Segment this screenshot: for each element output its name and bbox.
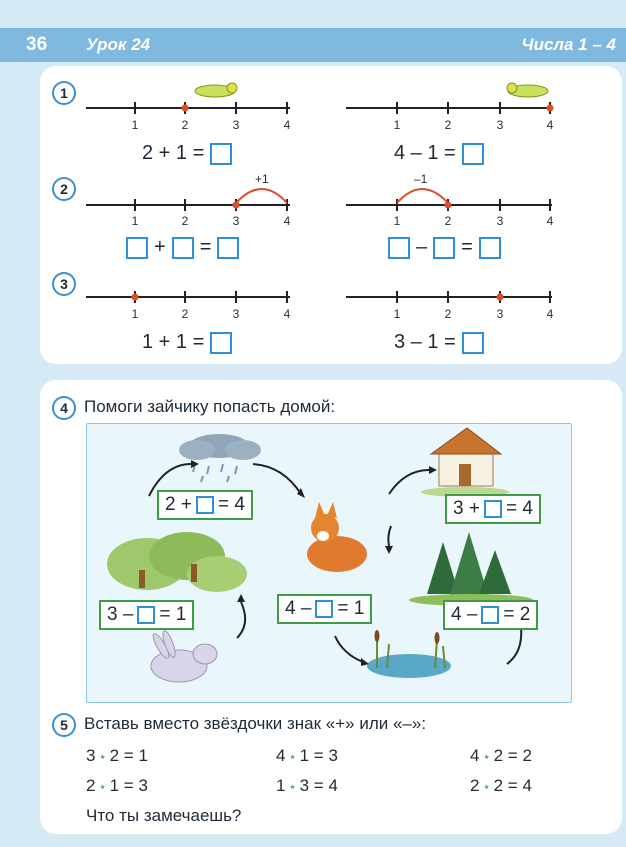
topic-title: Числа 1 – 4	[521, 35, 616, 54]
tick-label: 2	[444, 214, 452, 228]
star-icon[interactable]: ⋆	[482, 749, 491, 764]
tick-label: 4	[283, 118, 291, 132]
marker-dot	[497, 294, 504, 301]
arrow-head	[429, 466, 437, 474]
equation-1-left: 2 + 1 =	[142, 142, 232, 165]
star-icon[interactable]: ⋆	[98, 779, 107, 794]
tick-label: 2	[444, 118, 452, 132]
marker-dot	[132, 294, 139, 301]
answer-box[interactable]	[433, 237, 455, 259]
task-4-title: Помоги зайчику попасть домой:	[84, 397, 336, 416]
tick-label: 1	[393, 118, 401, 132]
equation-3-left: 1 + 1 =	[142, 331, 232, 354]
equation-2-left: + =	[126, 236, 239, 259]
equation-box: 3 – = 1	[99, 600, 194, 630]
tick-label: 1	[393, 307, 401, 321]
answer-box[interactable]	[196, 496, 214, 514]
star-equation: 1 ⋆ 3 = 4	[276, 776, 338, 795]
answer-box[interactable]	[217, 237, 239, 259]
house-icon	[421, 428, 509, 497]
number-line-2-left	[86, 199, 290, 211]
task-4-badge: 4	[52, 396, 76, 420]
tick-label: 4	[546, 307, 554, 321]
tick-label: 4	[283, 214, 291, 228]
equation-box: 3 + = 4	[445, 494, 541, 524]
answer-box[interactable]	[481, 606, 499, 624]
path-arrow	[253, 464, 301, 494]
task-2-badge: 2	[52, 177, 76, 201]
answer-box[interactable]	[479, 237, 501, 259]
tick-label: 3	[496, 118, 504, 132]
path-arrow	[507, 628, 521, 664]
answer-box[interactable]	[462, 332, 484, 354]
pond-icon	[367, 630, 451, 678]
answer-box[interactable]	[172, 237, 194, 259]
page-number: 36	[26, 34, 48, 55]
bunny-path-scene	[86, 423, 572, 703]
number-line-3-right	[346, 291, 552, 303]
number-lines	[0, 0, 626, 380]
star-equation: 2 ⋆ 2 = 4	[470, 776, 532, 795]
answer-box[interactable]	[484, 500, 502, 518]
jump-arc	[236, 189, 287, 203]
path-arrow	[388, 526, 391, 546]
task-5-title: Вставь вместо звёздочки знак «+» или «–»:	[84, 714, 427, 733]
star-equation: 2 ⋆ 1 = 3	[86, 776, 148, 795]
answer-box[interactable]	[315, 600, 333, 618]
fox-icon	[307, 502, 367, 572]
path-arrow	[389, 470, 429, 494]
jump-arc	[397, 189, 448, 203]
answer-box[interactable]	[126, 237, 148, 259]
tick-label: 2	[444, 307, 452, 321]
equation-box: 4 – = 2	[443, 600, 538, 630]
arc-label: +1	[255, 172, 269, 186]
fir-trees-icon	[409, 532, 533, 606]
tick-label: 3	[496, 307, 504, 321]
tick-label: 4	[546, 214, 554, 228]
answer-box[interactable]	[388, 237, 410, 259]
marker-dot	[547, 105, 554, 112]
task-3-badge: 3	[52, 272, 76, 296]
question-text: Что ты замечаешь?	[86, 806, 242, 825]
tick-label: 3	[496, 214, 504, 228]
task-1-badge: 1	[52, 81, 76, 105]
tick-label: 2	[181, 118, 189, 132]
arc-label: –1	[414, 172, 428, 186]
star-equation: 3 ⋆ 2 = 1	[86, 746, 148, 765]
bushes-icon	[107, 532, 247, 592]
star-equation: 4 ⋆ 1 = 3	[276, 746, 338, 765]
tick-label: 2	[181, 214, 189, 228]
equation-box: 2 + = 4	[157, 490, 253, 520]
tick-label: 4	[283, 307, 291, 321]
tick-label: 1	[131, 214, 139, 228]
arrow-head	[385, 546, 393, 554]
path-arrow	[237, 602, 245, 638]
path-arrow	[335, 636, 363, 662]
tick-label: 3	[232, 118, 240, 132]
caterpillar-icon	[195, 83, 237, 97]
tick-label: 1	[131, 307, 139, 321]
answer-box[interactable]	[210, 143, 232, 165]
tick-label: 2	[181, 307, 189, 321]
arrow-head	[237, 594, 245, 602]
star-icon[interactable]: ⋆	[288, 749, 297, 764]
caterpillar-icon	[507, 83, 548, 97]
number-line-1-right	[346, 102, 552, 114]
bunny-icon	[151, 629, 217, 682]
star-icon[interactable]: ⋆	[288, 779, 297, 794]
marker-dot	[182, 105, 189, 112]
task-5-badge: 5	[52, 713, 76, 737]
equation-box: 4 – = 1	[277, 594, 372, 624]
star-icon[interactable]: ⋆	[482, 779, 491, 794]
tick-label: 1	[393, 214, 401, 228]
equation-3-right: 3 – 1 =	[394, 331, 484, 354]
tick-label: 4	[546, 118, 554, 132]
answer-box[interactable]	[462, 143, 484, 165]
tick-label: 3	[232, 307, 240, 321]
star-equation: 4 ⋆ 2 = 2	[470, 746, 532, 765]
scene-illustration	[87, 424, 571, 702]
equation-2-right: – =	[388, 236, 501, 259]
equation-1-right: 4 – 1 =	[394, 142, 484, 165]
number-line-3-left	[86, 291, 290, 303]
cloud-icon	[179, 434, 261, 482]
tick-label: 3	[232, 214, 240, 228]
lesson-title: Урок 24	[86, 35, 151, 54]
answer-box[interactable]	[137, 606, 155, 624]
star-icon[interactable]: ⋆	[98, 749, 107, 764]
tick-label: 1	[131, 118, 139, 132]
answer-box[interactable]	[210, 332, 232, 354]
